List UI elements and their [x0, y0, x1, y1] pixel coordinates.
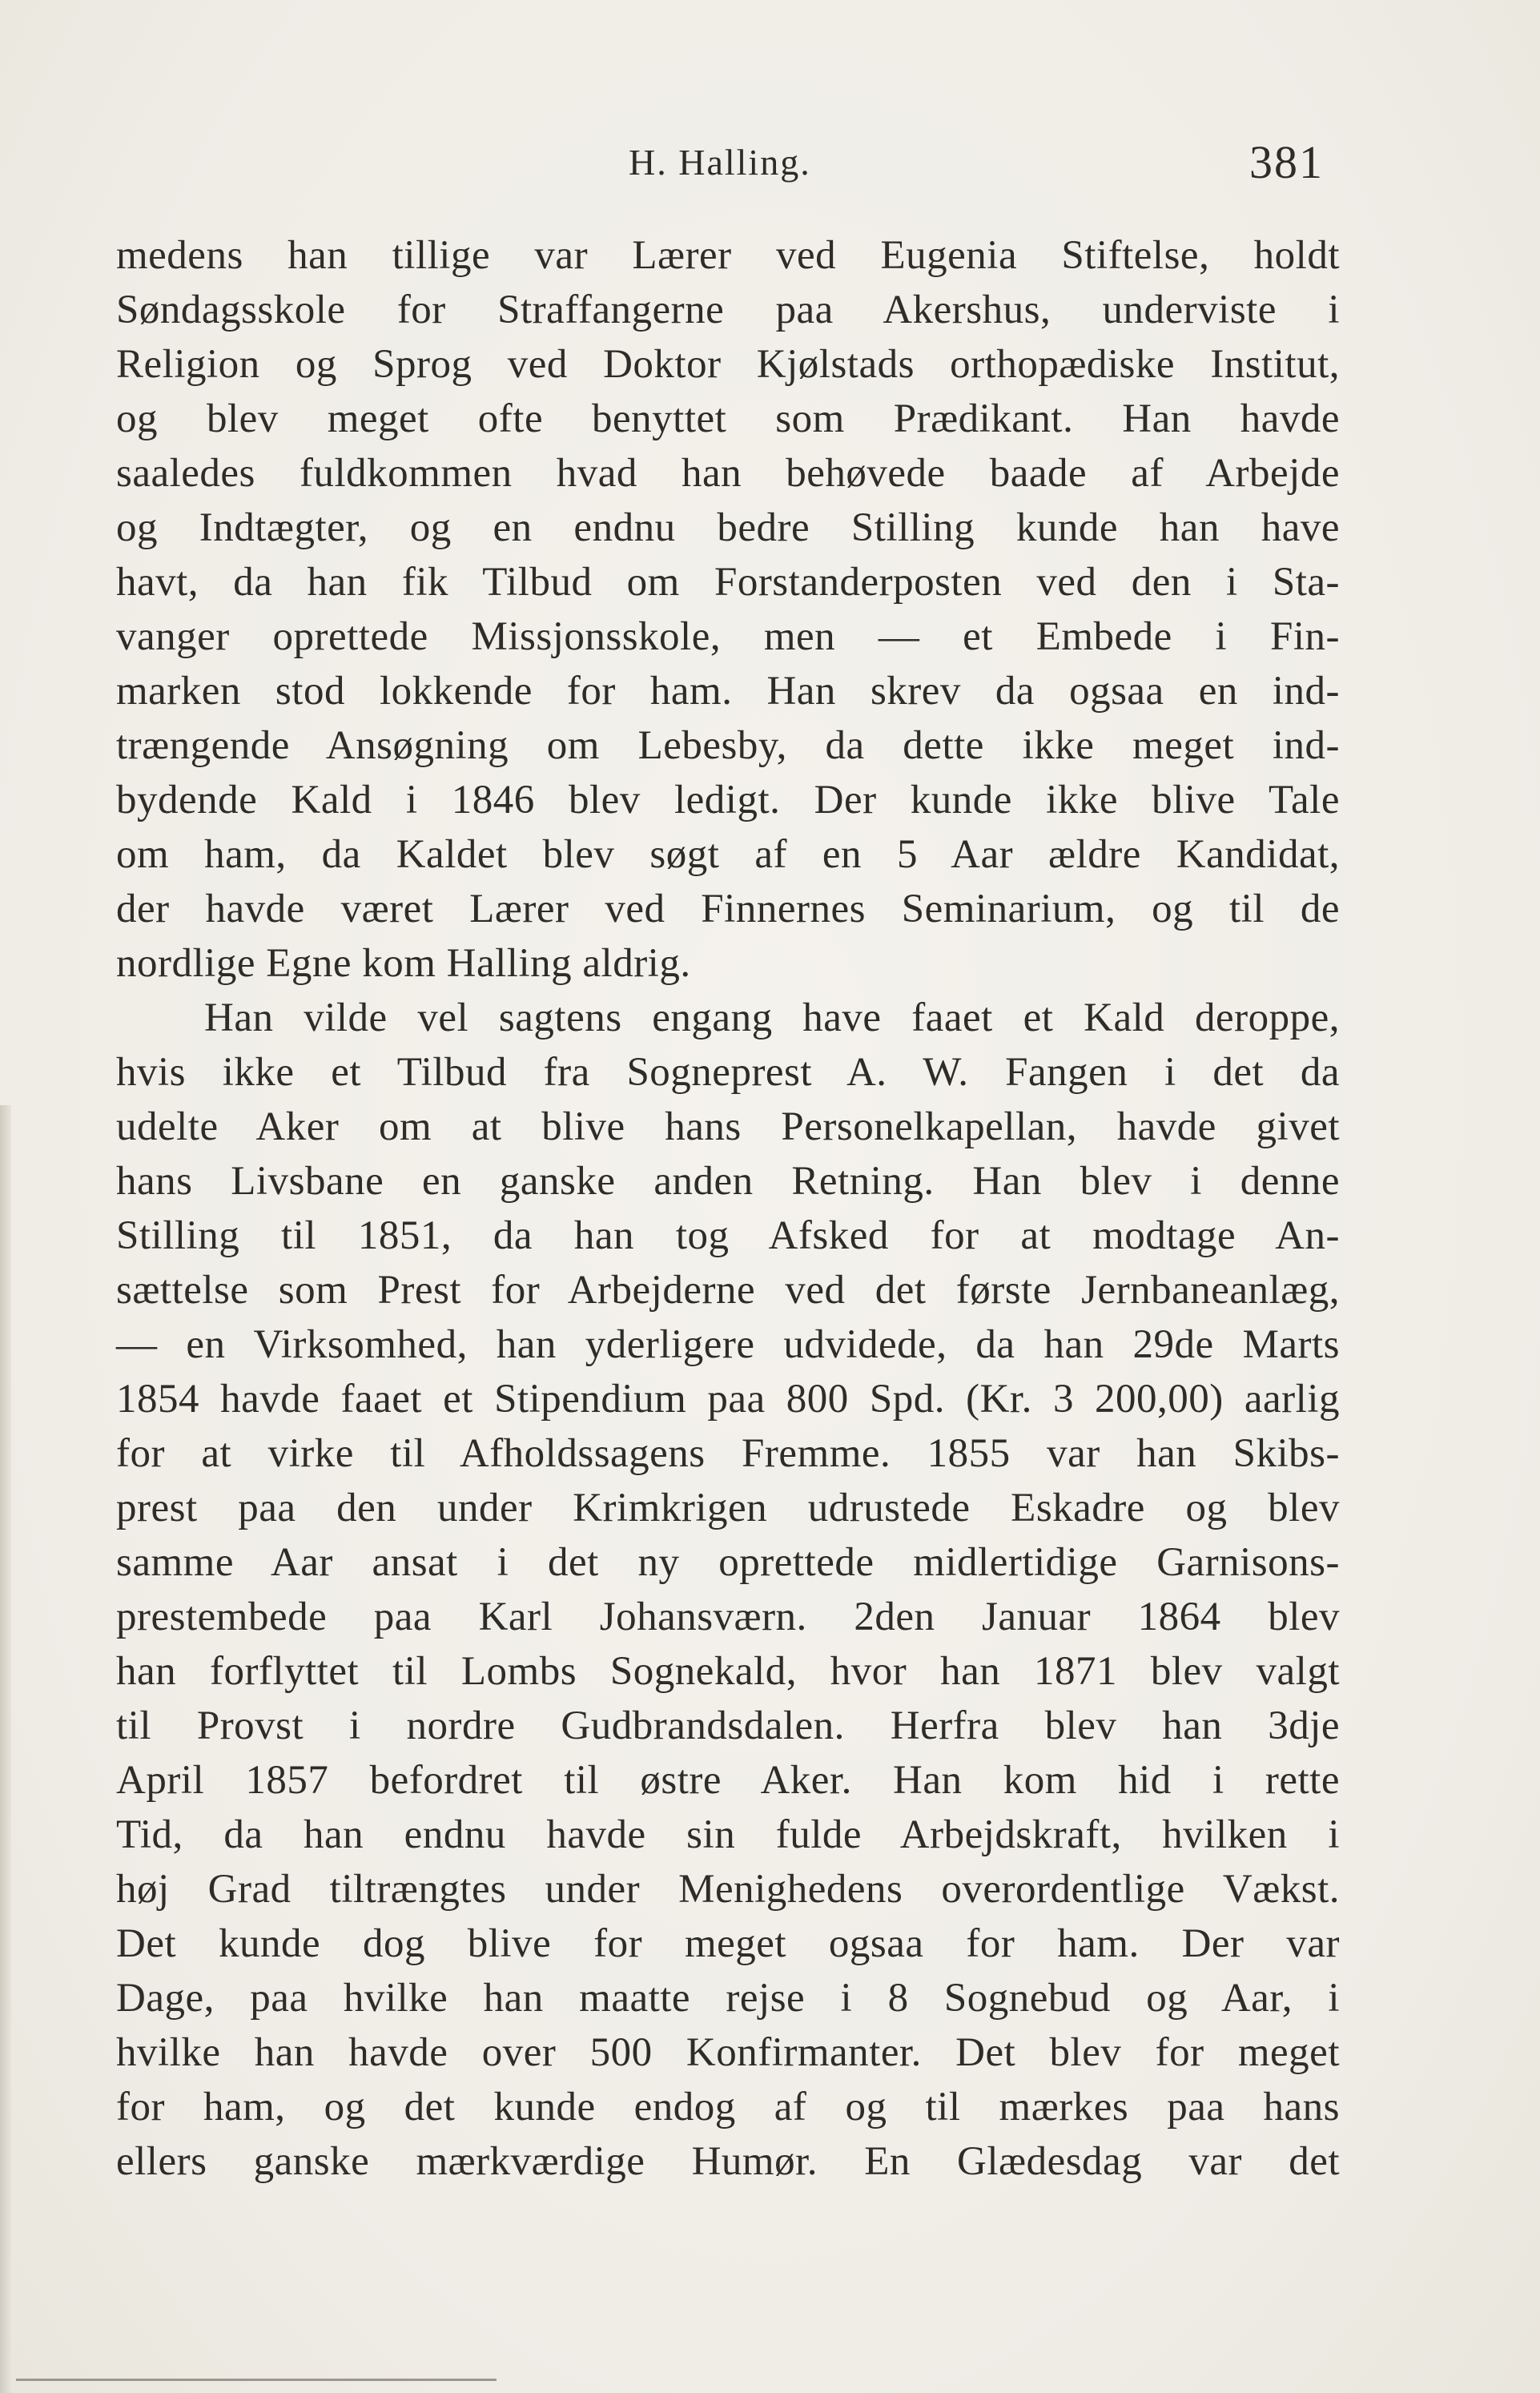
- text-line: havt, da han fik Tilbud om Forstanderposten ved den i Sta-: [116, 560, 1340, 605]
- text-line: 1854 havde faaet et Stipendium paa 800 Spd. (Kr. 3 200,00) aarlig: [116, 1377, 1340, 1422]
- running-head-title: H. Halling.: [629, 142, 811, 183]
- text-line: trængende Ansøgning om Lebesby, da dette ikke meget ind-: [116, 723, 1340, 768]
- paragraph-start-line: Han vilde vel sagtens engang have faaet et Kald deroppe,: [204, 995, 1340, 1040]
- text-line: bydende Kald i 1846 blev ledigt. Der kunde ikke blive Tale: [116, 778, 1340, 822]
- body-text: [116, 228, 1340, 2189]
- text-line: Det kunde dog blive for meget ogsaa for ham. Der var: [116, 1921, 1340, 1966]
- text-line: hvilke han havde over 500 Konfirmanter. Det blev for meget: [116, 2030, 1340, 2075]
- text-line: til Provst i nordre Gudbrandsdalen. Herfra blev han 3dje: [116, 1703, 1340, 1748]
- text-line: om ham, da Kaldet blev søgt af en 5 Aar ældre Kandidat,: [116, 832, 1340, 877]
- text-line: udelte Aker om at blive hans Personelkapellan, havde givet: [116, 1104, 1340, 1149]
- text-line: Dage, paa hvilke han maatte rejse i 8 Sognebud og Aar, i: [116, 1976, 1340, 2021]
- paragraph-end-line: nordlige Egne kom Halling aldrig.: [116, 941, 691, 986]
- binding-edge: [0, 1105, 11, 2393]
- text-line: hvis ikke et Tilbud fra Sogneprest A. W. Fangen i det da: [116, 1050, 1340, 1095]
- text-line: medens han tillige var Lærer ved Eugenia Stiftelse, holdt: [116, 233, 1340, 278]
- text-line: samme Aar ansat i det ny oprettede midlertidige Garnisons-: [116, 1540, 1340, 1585]
- text-line: Stilling til 1851, da han tog Afsked for at modtage An-: [116, 1213, 1340, 1258]
- text-line: høj Grad tiltrængtes under Menighedens overordentlige Vækst.: [116, 1867, 1340, 1912]
- text-line: — en Virksomhed, han yderligere udvidede, da han 29de Marts: [116, 1322, 1340, 1367]
- text-line: prestembede paa Karl Johansværn. 2den Januar 1864 blev: [116, 1595, 1340, 1639]
- text-line: sættelse som Prest for Arbejderne ved det første Jernbaneanlæg,: [116, 1268, 1340, 1313]
- text-line: April 1857 befordret til østre Aker. Han kom hid i rette: [116, 1758, 1340, 1803]
- page-number: 381: [1249, 136, 1324, 188]
- text-line: prest paa den under Krimkrigen udrustede Eskadre og blev: [116, 1486, 1340, 1530]
- text-line: hans Livsbane en ganske anden Retning. Han blev i denne: [116, 1159, 1340, 1204]
- text-line: Tid, da han endnu havde sin fulde Arbejdskraft, hvilken i: [116, 1812, 1340, 1857]
- text-line: der havde været Lærer ved Finnernes Seminarium, og til de: [116, 887, 1340, 931]
- text-line: Søndagsskole for Straffangerne paa Akershus, underviste i: [116, 288, 1340, 332]
- text-line: vanger oprettede Missjonsskole, men — et Embede i Fin-: [116, 614, 1340, 659]
- text-line: han forflyttet til Lombs Sognekald, hvor han 1871 blev valgt: [116, 1649, 1340, 1694]
- text-line: ellers ganske mærkværdige Humør. En Glædesdag var det: [116, 2139, 1340, 2184]
- text-line: og Indtægter, og en endnu bedre Stilling kunde han have: [116, 505, 1340, 550]
- text-line: for at virke til Afholdssagens Fremme. 1855 var han Skibs-: [116, 1431, 1340, 1476]
- running-head: [0, 135, 1540, 191]
- text-line: Religion og Sprog ved Doktor Kjølstads orthopædiske Institut,: [116, 342, 1340, 387]
- text-line: saaledes fuldkommen hvad han behøvede baade af Arbejde: [116, 451, 1340, 496]
- text-line: og blev meget ofte benyttet som Prædikant. Han havde: [116, 396, 1340, 441]
- text-line: for ham, og det kunde endog af og til mærkes paa hans: [116, 2085, 1340, 2130]
- bottom-rule: [16, 2379, 497, 2381]
- text-line: marken stod lokkende for ham. Han skrev da ogsaa en ind-: [116, 669, 1340, 714]
